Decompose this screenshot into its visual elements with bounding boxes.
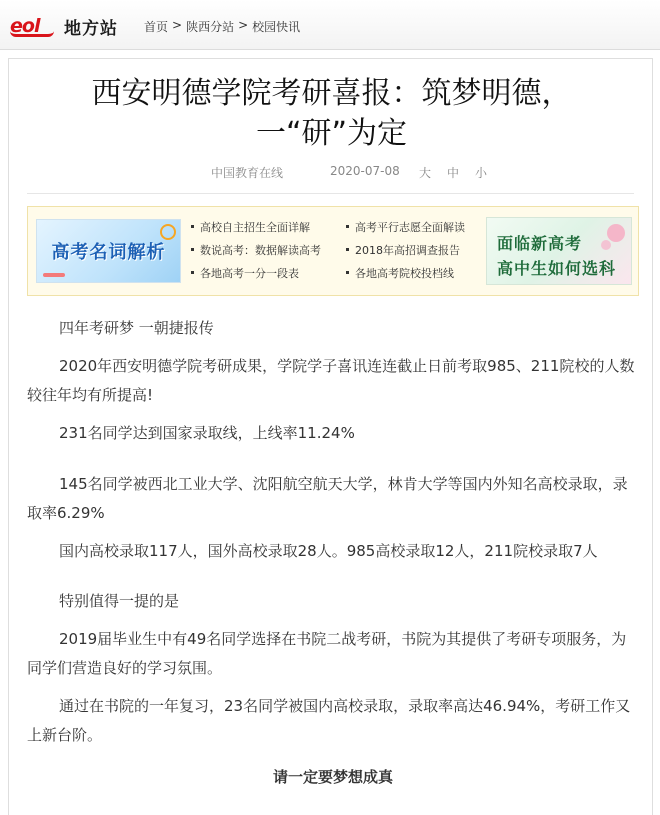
paragraph: 2019届毕业生中有49名同学选择在书院二战考研，书院为其提供了考研专项服务，为同学们营造良好的学习氛围。 bbox=[27, 630, 627, 677]
breadcrumb-campus-news[interactable]: 校园快讯 bbox=[252, 20, 301, 34]
flower-icon bbox=[607, 224, 625, 242]
meta-divider bbox=[27, 193, 634, 194]
paragraph: 145名同学被西北工业大学、沈阳航空航天大学，林肯大学等国内外知名高校录取，录取率6.29% bbox=[27, 475, 628, 522]
ad-gaokao-glossary[interactable]: 高考名词解析 bbox=[36, 219, 181, 283]
breadcrumb-separator: > bbox=[238, 18, 249, 32]
breadcrumb-separator: > bbox=[172, 18, 183, 32]
font-size-switcher bbox=[419, 164, 487, 181]
promo-link[interactable]: 各地高考一分一段表 bbox=[191, 265, 299, 281]
eol-logo-icon: eol bbox=[10, 13, 56, 39]
paragraph: 231名同学达到国家录取线，上线率11.24% bbox=[59, 424, 355, 442]
paragraph: 特别值得一提的是 bbox=[59, 592, 180, 610]
promo-link[interactable]: 高考平行志愿全面解读 bbox=[346, 219, 465, 235]
promo-link[interactable]: 高校自主招生全面详解 bbox=[191, 219, 310, 235]
site-header bbox=[0, 0, 660, 50]
font-size-small-button[interactable]: 小 bbox=[475, 166, 488, 180]
ad-new-gaokao-subjects[interactable]: 面临新高考 高中生如何选科 bbox=[486, 217, 632, 285]
site-logo[interactable] bbox=[10, 12, 122, 40]
promo-link[interactable]: 2018年高招调查报告 bbox=[346, 242, 460, 258]
decoration-icon bbox=[43, 273, 65, 277]
decoration-icon bbox=[160, 224, 176, 240]
article-date: 2020-07-08 bbox=[330, 164, 400, 178]
paragraph: 2020年西安明德学院考研成果，学院学子喜讯连连截止日前考取985、211院校的人数较往年均有所提高! bbox=[27, 357, 635, 404]
font-size-medium-button[interactable]: 中 bbox=[447, 166, 460, 180]
article-container bbox=[8, 58, 653, 815]
breadcrumb-shaanxi[interactable]: 陕西分站 bbox=[186, 20, 235, 34]
promo-link[interactable]: 数说高考：数据解读高考 bbox=[191, 242, 321, 258]
article-body bbox=[27, 314, 639, 792]
font-size-large-button[interactable]: 大 bbox=[419, 166, 432, 180]
article-meta bbox=[9, 164, 652, 184]
promo-links bbox=[191, 219, 481, 285]
flower-icon bbox=[601, 240, 611, 250]
promo-link[interactable]: 各地高考院校投档线 bbox=[346, 265, 454, 281]
paragraph: 通过在书院的一年复习，23名同学被国内高校录取，录取率高达46.94%，考研工作又上新台阶。 bbox=[27, 697, 631, 744]
breadcrumb-home[interactable]: 首页 bbox=[144, 20, 169, 34]
paragraph: 四年考研梦 一朝捷报传 bbox=[59, 319, 214, 337]
paragraph: 国内高校录取117人，国外高校录取28人。985高校录取12人，211院校录取7人 bbox=[59, 542, 598, 560]
breadcrumb bbox=[144, 18, 300, 35]
promo-banner bbox=[27, 206, 639, 296]
section-heading: 请一定要梦想成真 bbox=[272, 768, 393, 786]
article-title: 西安明德学院考研喜报：筑梦明德， 一“研”为定 bbox=[91, 76, 572, 151]
article-source: 中国教育在线 bbox=[211, 166, 284, 180]
logo-text: 地方站 bbox=[64, 18, 118, 39]
